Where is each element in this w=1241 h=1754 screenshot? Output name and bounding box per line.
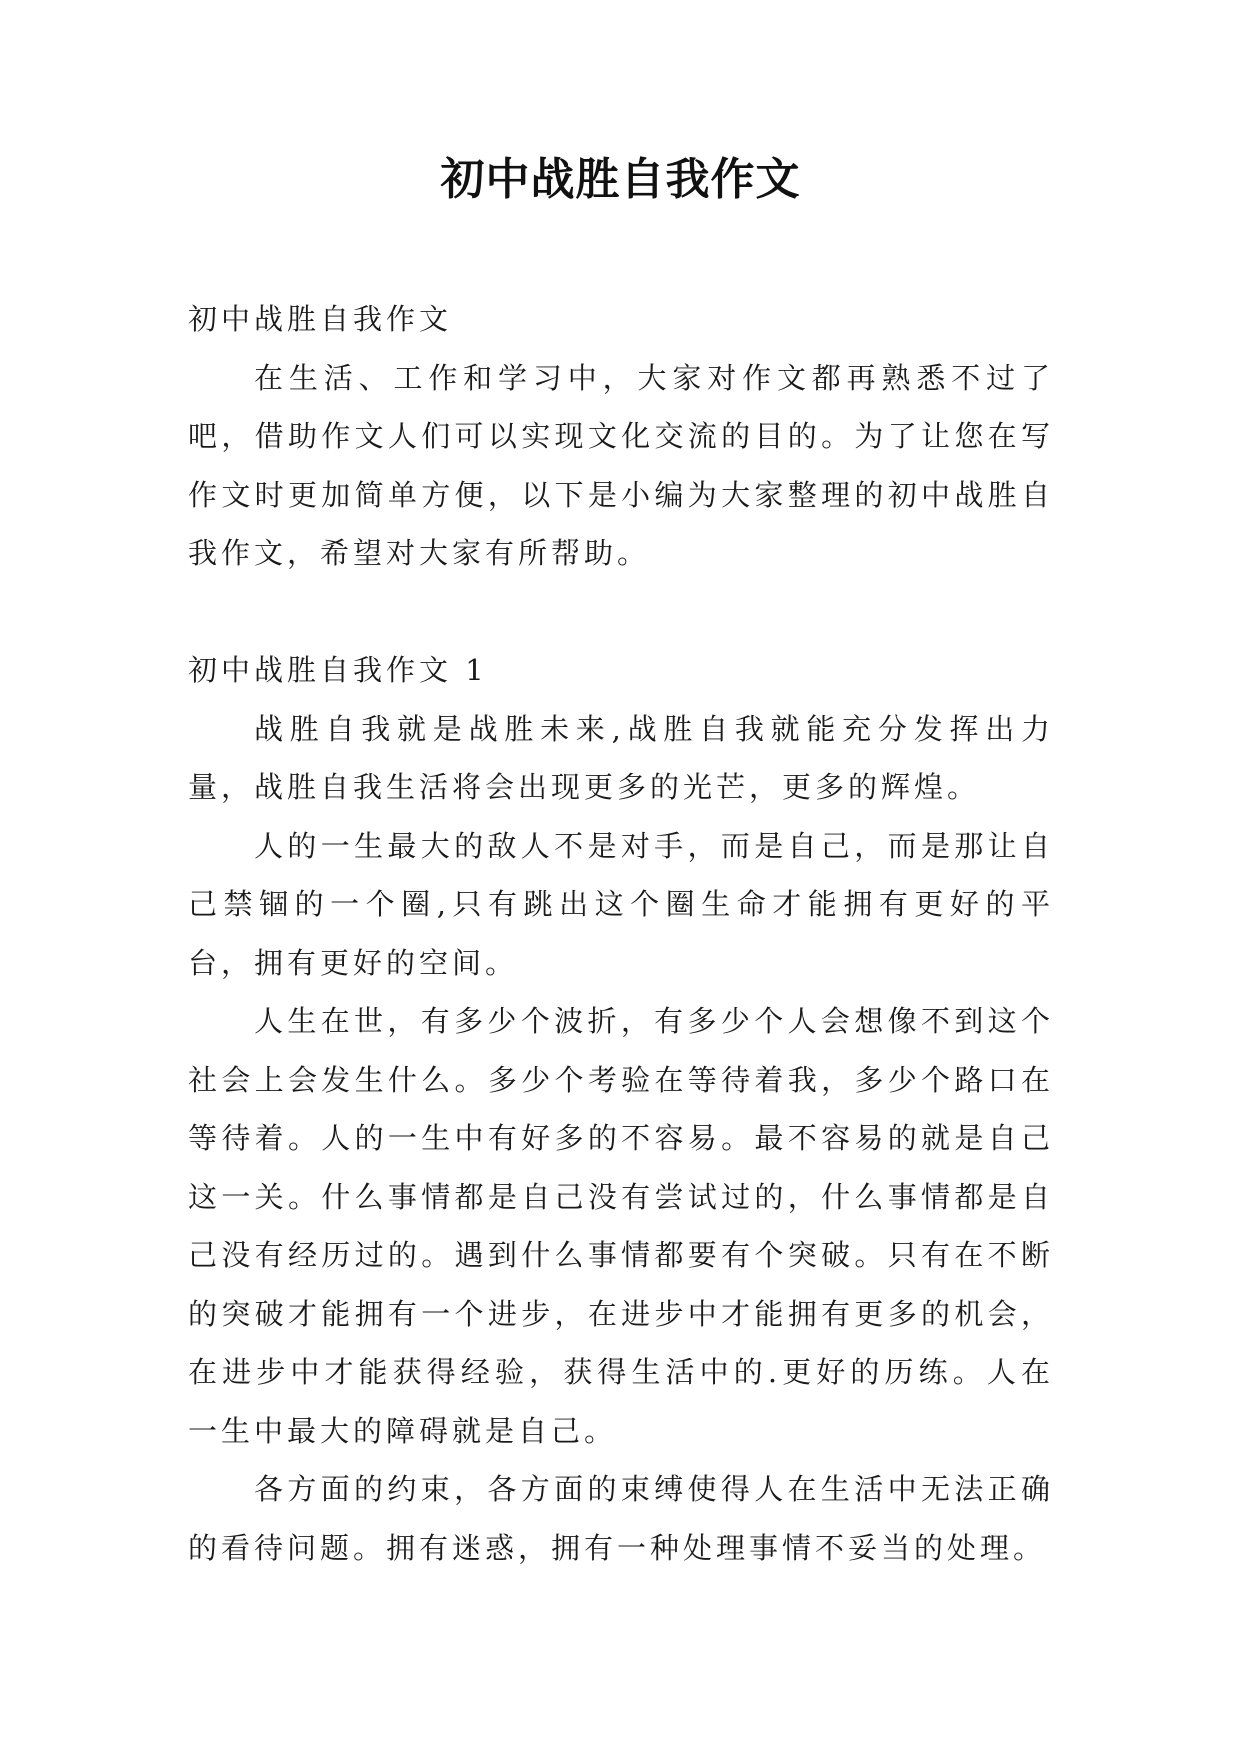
- essay-1-heading: 初中战胜自我作文 1: [188, 653, 488, 687]
- essay-1-paragraph: 战胜自我就是战胜未来,战胜自我就能充分发挥出力量，战胜自我生活将会出现更多的光芒，更多的辉煌。: [188, 711, 1054, 804]
- intro-heading: 初中战胜自我作文: [188, 302, 453, 336]
- intro-paragraph: 在生活、工作和学习中，大家对作文都再熟悉不过了吧，借助作文人们可以实现文化交流的目的。为了让您在写作文时更加简单方便，以下是小编为大家整理的初中战胜自我作文，希望对大家有所帮助。: [188, 360, 1054, 570]
- essay-1-paragraph: 人生在世，有多少个波折，有多少个人会想像不到这个社会上会发生什么。多少个考验在等待着我，多少个路口在等待着。人的一生中有好多的不容易。最不容易的就是自己这一关。什么事情都是自己没有尝试过的，什么事情都是自己没有经历过的。遇到什么事情都要有个突破。只有在不断的突破才能拥有一个进步，在进步中才能拥有更多的机会，在进步中才能获得经验，获得生活中的.更好的历练。人在一生中最大的障碍就是自己。: [188, 1004, 1054, 1448]
- document-title: 初中战胜自我作文: [440, 154, 801, 205]
- essay-1-paragraph: 各方面的约束，各方面的束缚使得人在生活中无法正确的看待问题。拥有迷惑，拥有一种处理事情不妥当的处理。: [188, 1472, 1054, 1565]
- section-spacer: [188, 583, 1054, 642]
- essay-1-paragraph: 人的一生最大的敌人不是对手，而是自己，而是那让自己禁锢的一个圈,只有跳出这个圈生命才能拥有更好的平台，拥有更好的空间。: [188, 828, 1054, 980]
- document-body: [188, 290, 1054, 1577]
